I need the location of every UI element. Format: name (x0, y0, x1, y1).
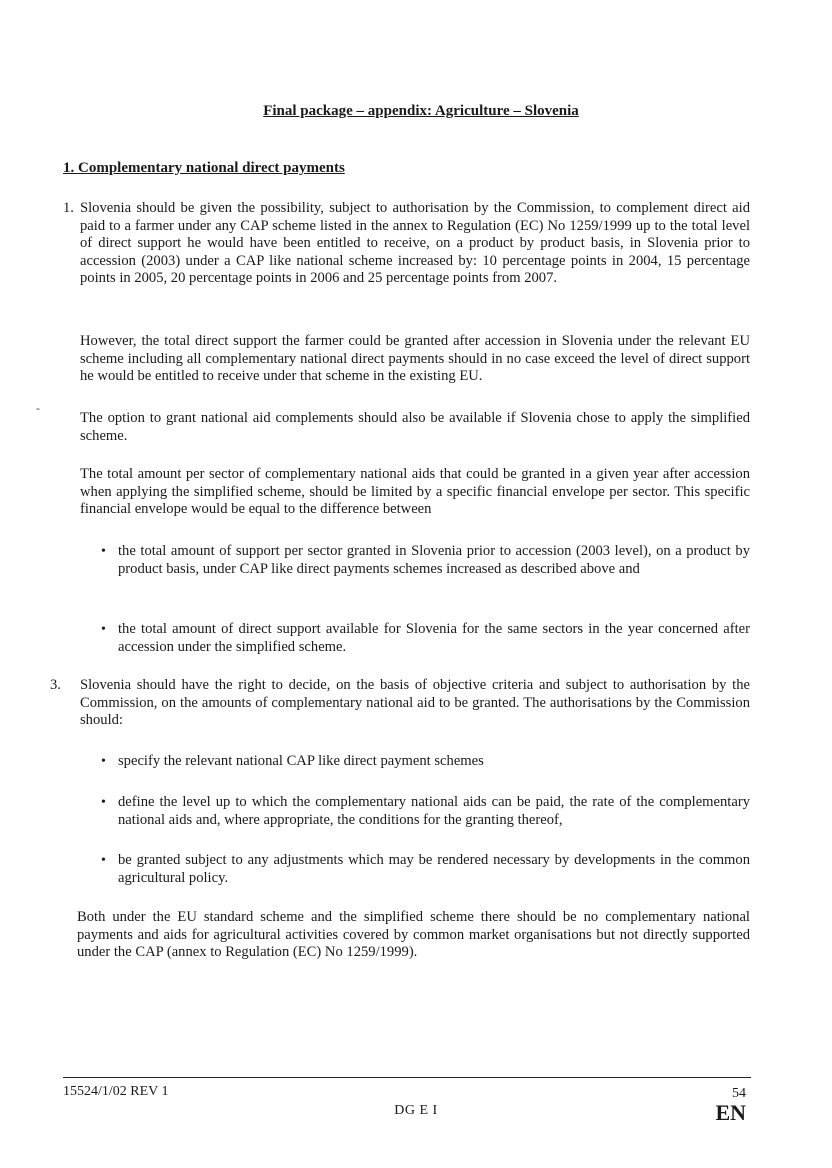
bullet-item: define the level up to which the complementary national aids can be paid, the rate of the complementary national aids and, where appropriate, the conditions for the granting thereof, (118, 794, 750, 828)
paragraph: The total amount per sector of complementary national aids that could be granted in a given year after accession when applying the simplified scheme, should be limited by a specific financial envelope per sector. This specific financial envelope would be equal to the difference between (80, 466, 750, 518)
bullet-item: the total amount of support per sector granted in Slovenia prior to accession (2003 level), on a product by product basis, under CAP like direct payments schemes increased as described above and (118, 543, 750, 577)
bullet-item: be granted subject to any adjustments which may be rendered necessary by developments in the common agricultural policy. (118, 852, 750, 886)
bullet-marker: • (101, 795, 106, 810)
language-code: EN (715, 1100, 746, 1125)
bullet-item: the total amount of direct support available for Slovenia for the same sectors in the year concerned after accession under the simplified scheme. (118, 621, 750, 655)
margin-mark: - (36, 401, 40, 415)
page-number: 54 (732, 1086, 746, 1101)
bullet-marker: • (101, 544, 106, 559)
closing-paragraph: Both under the EU standard scheme and the simplified scheme there should be no complementary national payments and aids for agricultural activities covered by common market organisations but not directly supported under the CAP (annex to Regulation (EC) No 1259/1999). (77, 909, 750, 961)
bullet-marker: • (101, 622, 106, 637)
section-heading: 1. Complementary national direct payments (63, 160, 345, 176)
bullet-marker: • (101, 754, 106, 769)
paragraph: The option to grant national aid complements should also be available if Slovenia chose to apply the simplified scheme. (80, 410, 750, 444)
bullet-item: specify the relevant national CAP like direct payment schemes (118, 753, 484, 769)
page-title: Final package – appendix: Agriculture – Slovenia (263, 103, 579, 119)
bullet-marker: • (101, 853, 106, 868)
paragraph: Slovenia should be given the possibility, subject to authorisation by the Commission, to complement direct aid paid to a farmer under any CAP scheme listed in the annex to Regulation (EC) No 1259/1999 up to the total level of direct support he would have been entitled to receive, on a product by product basis, in Slovenia prior to accession (2003) under a CAP like national scheme increased by: 10 percentage points in 2004, 15 percentage points in 2005, 20 percentage points in 2006 and 25 percentage points from 2007. (80, 200, 750, 287)
paragraph: Slovenia should have the right to decide, on the basis of objective criteria and subject to authorisation by the Commission, on the amounts of complementary national aid to be granted. The authorisations by the Commission should: (80, 677, 750, 729)
document-reference: 15524/1/02 REV 1 (63, 1084, 169, 1099)
item-number: 3. (50, 677, 61, 693)
item-number: 1. (63, 200, 74, 216)
paragraph: However, the total direct support the farmer could be granted after accession in Slovenia under the relevant EU scheme including all complementary national direct payments should in no case exceed the level of direct support he would be entitled to receive under that scheme in the existing EU. (80, 333, 750, 385)
footer-rule (63, 1077, 751, 1078)
department-code: DG E I (394, 1103, 438, 1118)
